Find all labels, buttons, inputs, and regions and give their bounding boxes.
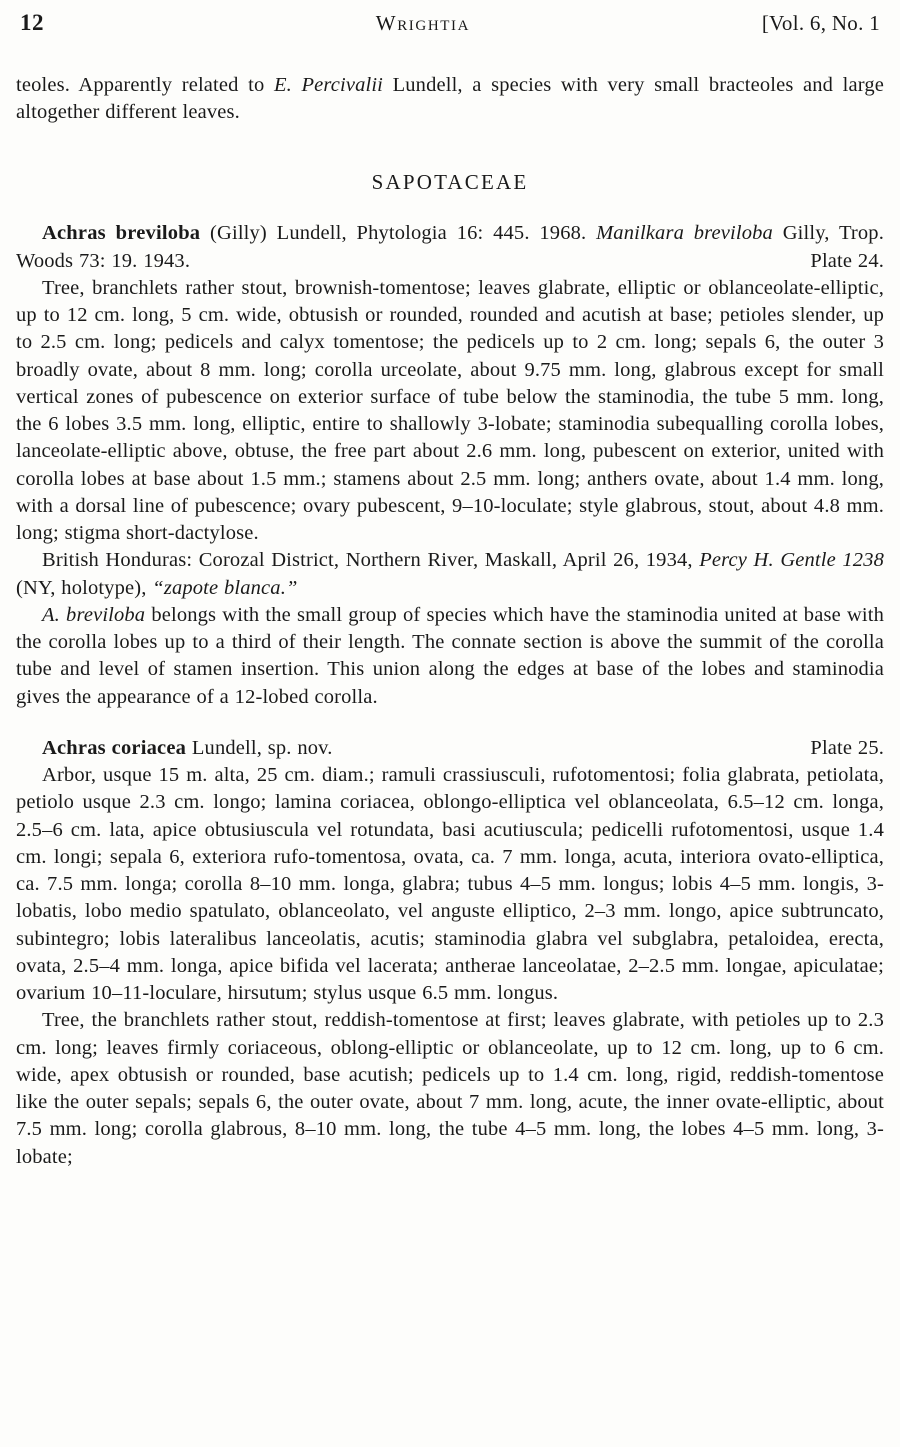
species-entry-heading-1 [16, 220, 884, 275]
family-heading: SAPOTACEAE [371, 169, 529, 194]
plate-reference-1: Plate 24. [810, 249, 884, 272]
running-head [16, 10, 884, 36]
synonym-name-1: Manilkara breviloba [596, 222, 773, 245]
continued-paragraph: teoles. Apparently related to E. Percivalii Lundell, a species with very small bracteoles and large altogether different leaves. [16, 74, 884, 124]
species-name-1: Achras breviloba [42, 222, 201, 245]
journal-title: Wrightia [375, 11, 471, 35]
vernacular-name-1: “zapote blanca.” [152, 576, 298, 599]
species-epithet-italic: E. Percivalii [273, 74, 384, 96]
species-discussion-1 [16, 602, 884, 711]
discussion-text-1: belongs with the small group of species which have the staminodia united at base with the corolla lobes up to a third of their length. The connate section is above the summit of the corolla tube and level of stamen insertion. This union along the edges at base of the lobes and staminodia gives the appearance of a 12-lobed corolla. [16, 603, 884, 708]
english-description-2: Tree, the branchlets rather stout, reddish-tomentose at first; leaves glabrate, with petioles up to 2.3 cm. long; leaves firmly coriaceous, oblong-elliptic or oblanceolate, up to 12 cm. long, up to 6 cm. wide, apex obtusish or rounded, base acutish; pedicels up to 1.4 cm. long, rigid, reddish-tomentose like the outer sepals; sepals 6, the outer ovate, about 7 mm. long, acute, the inner ovate-elliptic, about 7.5 mm. long; corolla glabrous, 8–10 mm. long, the tube 4–5 mm. long, the lobes 4–5 mm. long, 3-lobate; [16, 1009, 884, 1168]
discussion-species-italic-1: A. breviloba [42, 603, 146, 626]
synonym-citation-1: Gilly, Trop. Woods 73: 19. 1943. [16, 222, 884, 272]
species-citation-2: Lundell, sp. nov. [186, 736, 333, 759]
page-content [16, 10, 884, 1171]
species-citation-1: (Gilly) Lundell, Phytologia 16: 445. 1968. [200, 222, 597, 245]
collector-number-1: Percy H. Gentle 1238 [699, 549, 885, 572]
page-number: 12 [20, 10, 44, 35]
specimen-locality-1: British Honduras: Corozal District, Northern River, Maskall, April 26, 1934, [42, 549, 700, 572]
herbarium-status-1: (NY, holotype), [16, 576, 153, 599]
specimen-citation-1 [16, 547, 884, 602]
latin-diagnosis-2: Arbor, usque 15 m. alta, 25 cm. diam.; ramuli crassiusculi, rufotomentosi; folia glabrata, petiolata, petiolo usque 2.3 cm. longo; lamina coriacea, oblongo-elliptica vel oblanceolata, 6.5–12 cm. longa, 2.5–6 cm. lata, apice obtusiuscula vel rotundata, basi acutiuscula; pedicelli rufotomentosi, usque 1.4 cm. longi; sepala 6, exteriora rufo-tomentosa, ovata, ca. 7 mm. longa, acuta, interiora ovato-elliptica, ca. 7.5 mm. longa; corolla 8–10 mm. longa, glabra; tubus 4–5 mm. longus; lobis 4–5 mm. longis, 3-lobatis, lobo medio spatulato, oblanceolato, vel anguste elliptico, 2–3 mm. longo, apice subtruncato, subintegro; lobis lateralibus lanceolatis, acutis; staminodia glabra vel subglabra, petaloidea, erecta, ovata, 2.5–4 mm. longa, apice bifida vel lacerata; antherae lanceolatae, 2–2.5 mm. longae, apiculatae; ovarium 10–11-loculare, hirsutum; stylus usque 6.5 mm. longus. [16, 764, 884, 1005]
species-name-2: Achras coriacea [42, 736, 187, 759]
species-entry-heading-2 [16, 735, 884, 762]
species-description-1: Tree, branchlets rather stout, brownish-tomentose; leaves glabrate, elliptic or oblanceolate-elliptic, up to 12 cm. long, 5 cm. wide, obtusish or rounded, rounded and acutish at base; petioles slender, up to 2.5 cm. long; pedicels and calyx tomentose; the pedicels up to 2 cm. long; sepals 6, the outer 3 broadly ovate, about 8 mm. long; corolla urceolate, about 9.75 mm. long, glabrous except for small vertical zones of pubescence on exterior surface of tube below the staminodia, the tube 5 mm. long, the 6 lobes 3.5 mm. long, elliptic, entire to shallowly 3-lobate; staminodia subequalling corolla lobes, lanceolate-elliptic above, obtuse, the free part about 2.6 mm. long, pubescent on exterior, united with corolla lobes at base about 1.5 mm.; stamens about 2.5 mm. long; anthers ovate, about 1.4 mm. long, with a dorsal line of pubescence; ovary pubescent, 9–10-loculate; style glabrous, stout, about 4.8 mm. long; stigma short-dactylose. [16, 276, 884, 545]
plate-reference-2: Plate 25. [810, 736, 884, 759]
volume-issue: [Vol. 6, No. 1 [761, 11, 880, 35]
